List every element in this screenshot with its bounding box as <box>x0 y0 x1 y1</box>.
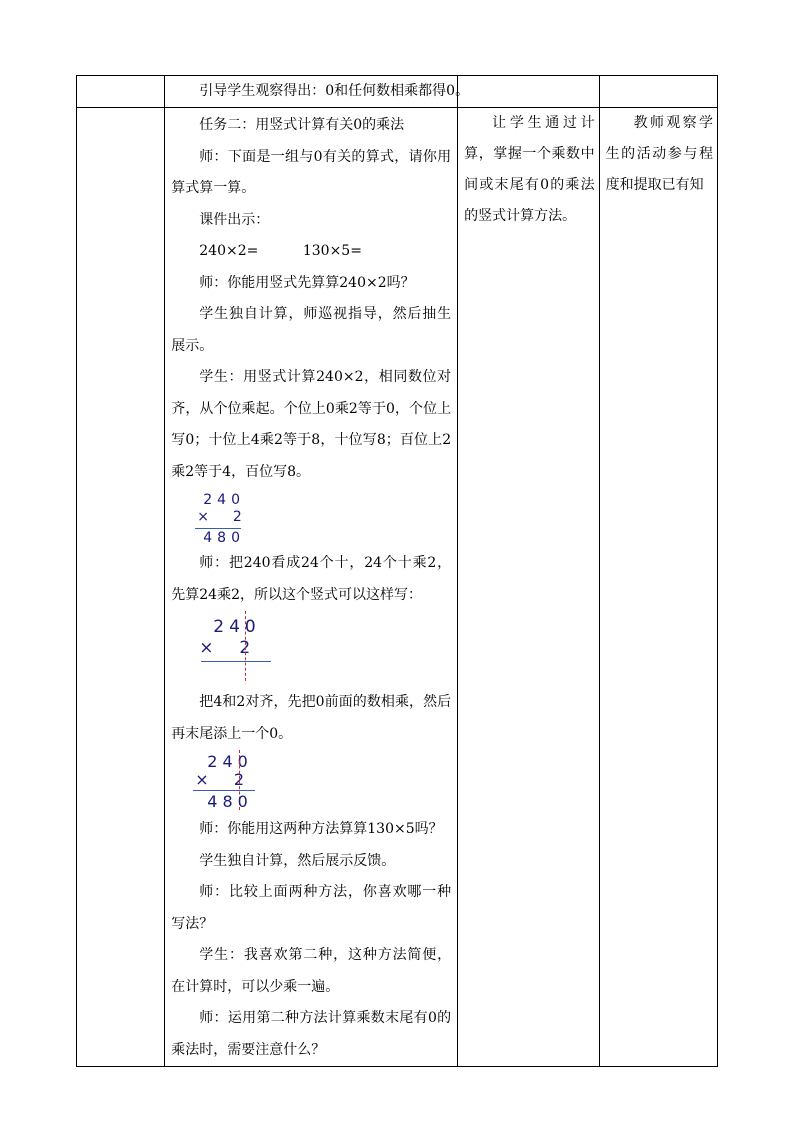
calc-result: 480 <box>207 792 253 811</box>
calc-top: 240 <box>213 617 261 637</box>
slide-label: 课件出示： <box>199 211 270 228</box>
table-cell-activity <box>165 76 470 108</box>
table-cell-assessment <box>599 76 717 108</box>
teacher-compare: 师：比较上面两种方法，你喜欢哪一种写法？ <box>171 884 452 932</box>
table-row <box>77 108 718 1067</box>
table-row <box>77 76 718 108</box>
table-cell-assessment <box>599 108 717 1067</box>
calc-underline <box>201 661 271 662</box>
student-explanation: 学生：用竖式计算240×2，相同数位对齐，从个位乘起。个位上0乘2等于0，个位上写0；十位上4乘2等于8，十位写8；百位上2乘2等于4，百位写8。 <box>171 369 452 480</box>
calc-result: 480 <box>203 530 245 546</box>
table-cell-section <box>77 76 165 108</box>
table-cell-intent <box>458 108 599 1067</box>
table-cell-activity <box>165 108 458 1067</box>
assessment-note: 教师观察学生的活动参与程度和提取已有知 <box>605 115 713 193</box>
vertical-calc-2 <box>165 611 457 687</box>
student-preference: 学生：我喜欢第二种，这种方法简便，在计算时，可以少乘一遍。 <box>171 947 452 995</box>
teacher-line: 师：下面是一组与0有关的算式，请你用算式算一算。 <box>171 148 452 196</box>
teacher-question-2: 师：你能用这两种方法算算130×5吗？ <box>199 821 443 837</box>
calc-multiplier: × 2 <box>197 509 247 525</box>
calc-multiplier: × 2 <box>199 638 256 658</box>
teacher-explanation: 师：把240看成24个十，24个十乘2，先算24乘2，所以这个竖式可以这样写： <box>171 555 452 603</box>
calc-multiplier: × 2 <box>195 770 250 789</box>
alignment-explanation: 把4和2对齐，先把0前面的数相乘，然后再末尾添上一个0。 <box>171 694 452 742</box>
equations-line: 240×2= 130×5= <box>199 243 362 259</box>
teacher-question: 师：你能用竖式先算算240×2吗？ <box>199 274 415 291</box>
calc-top: 240 <box>207 752 253 771</box>
vertical-calc-3 <box>165 750 457 814</box>
calc-underline <box>193 790 255 791</box>
table-cell-intent <box>458 76 599 108</box>
alignment-guide <box>245 611 246 681</box>
table-cell-section <box>77 108 165 1067</box>
task-heading: 任务二：用竖式计算有关0的乘法 <box>199 117 405 133</box>
lesson-plan-table <box>76 75 718 1067</box>
vertical-calc-1 <box>165 488 457 548</box>
student-feedback: 学生独自计算，然后展示反馈。 <box>199 852 396 869</box>
design-intent-note: 让学生通过计算，掌握一个乘数中间或末尾有0的乘法的竖式计算方法。 <box>464 115 595 224</box>
conclusion-text: 引导学生观察得出：0和任何数相乘都得0。 <box>199 83 470 99</box>
calc-top: 240 <box>203 492 245 508</box>
student-work-line: 学生独自计算，师巡视指导，然后抽生展示。 <box>171 306 452 354</box>
teacher-attention: 师：运用第二种方法计算乘数末尾有0的乘法时，需要注意什么？ <box>171 1010 452 1058</box>
calc-underline <box>195 528 241 529</box>
